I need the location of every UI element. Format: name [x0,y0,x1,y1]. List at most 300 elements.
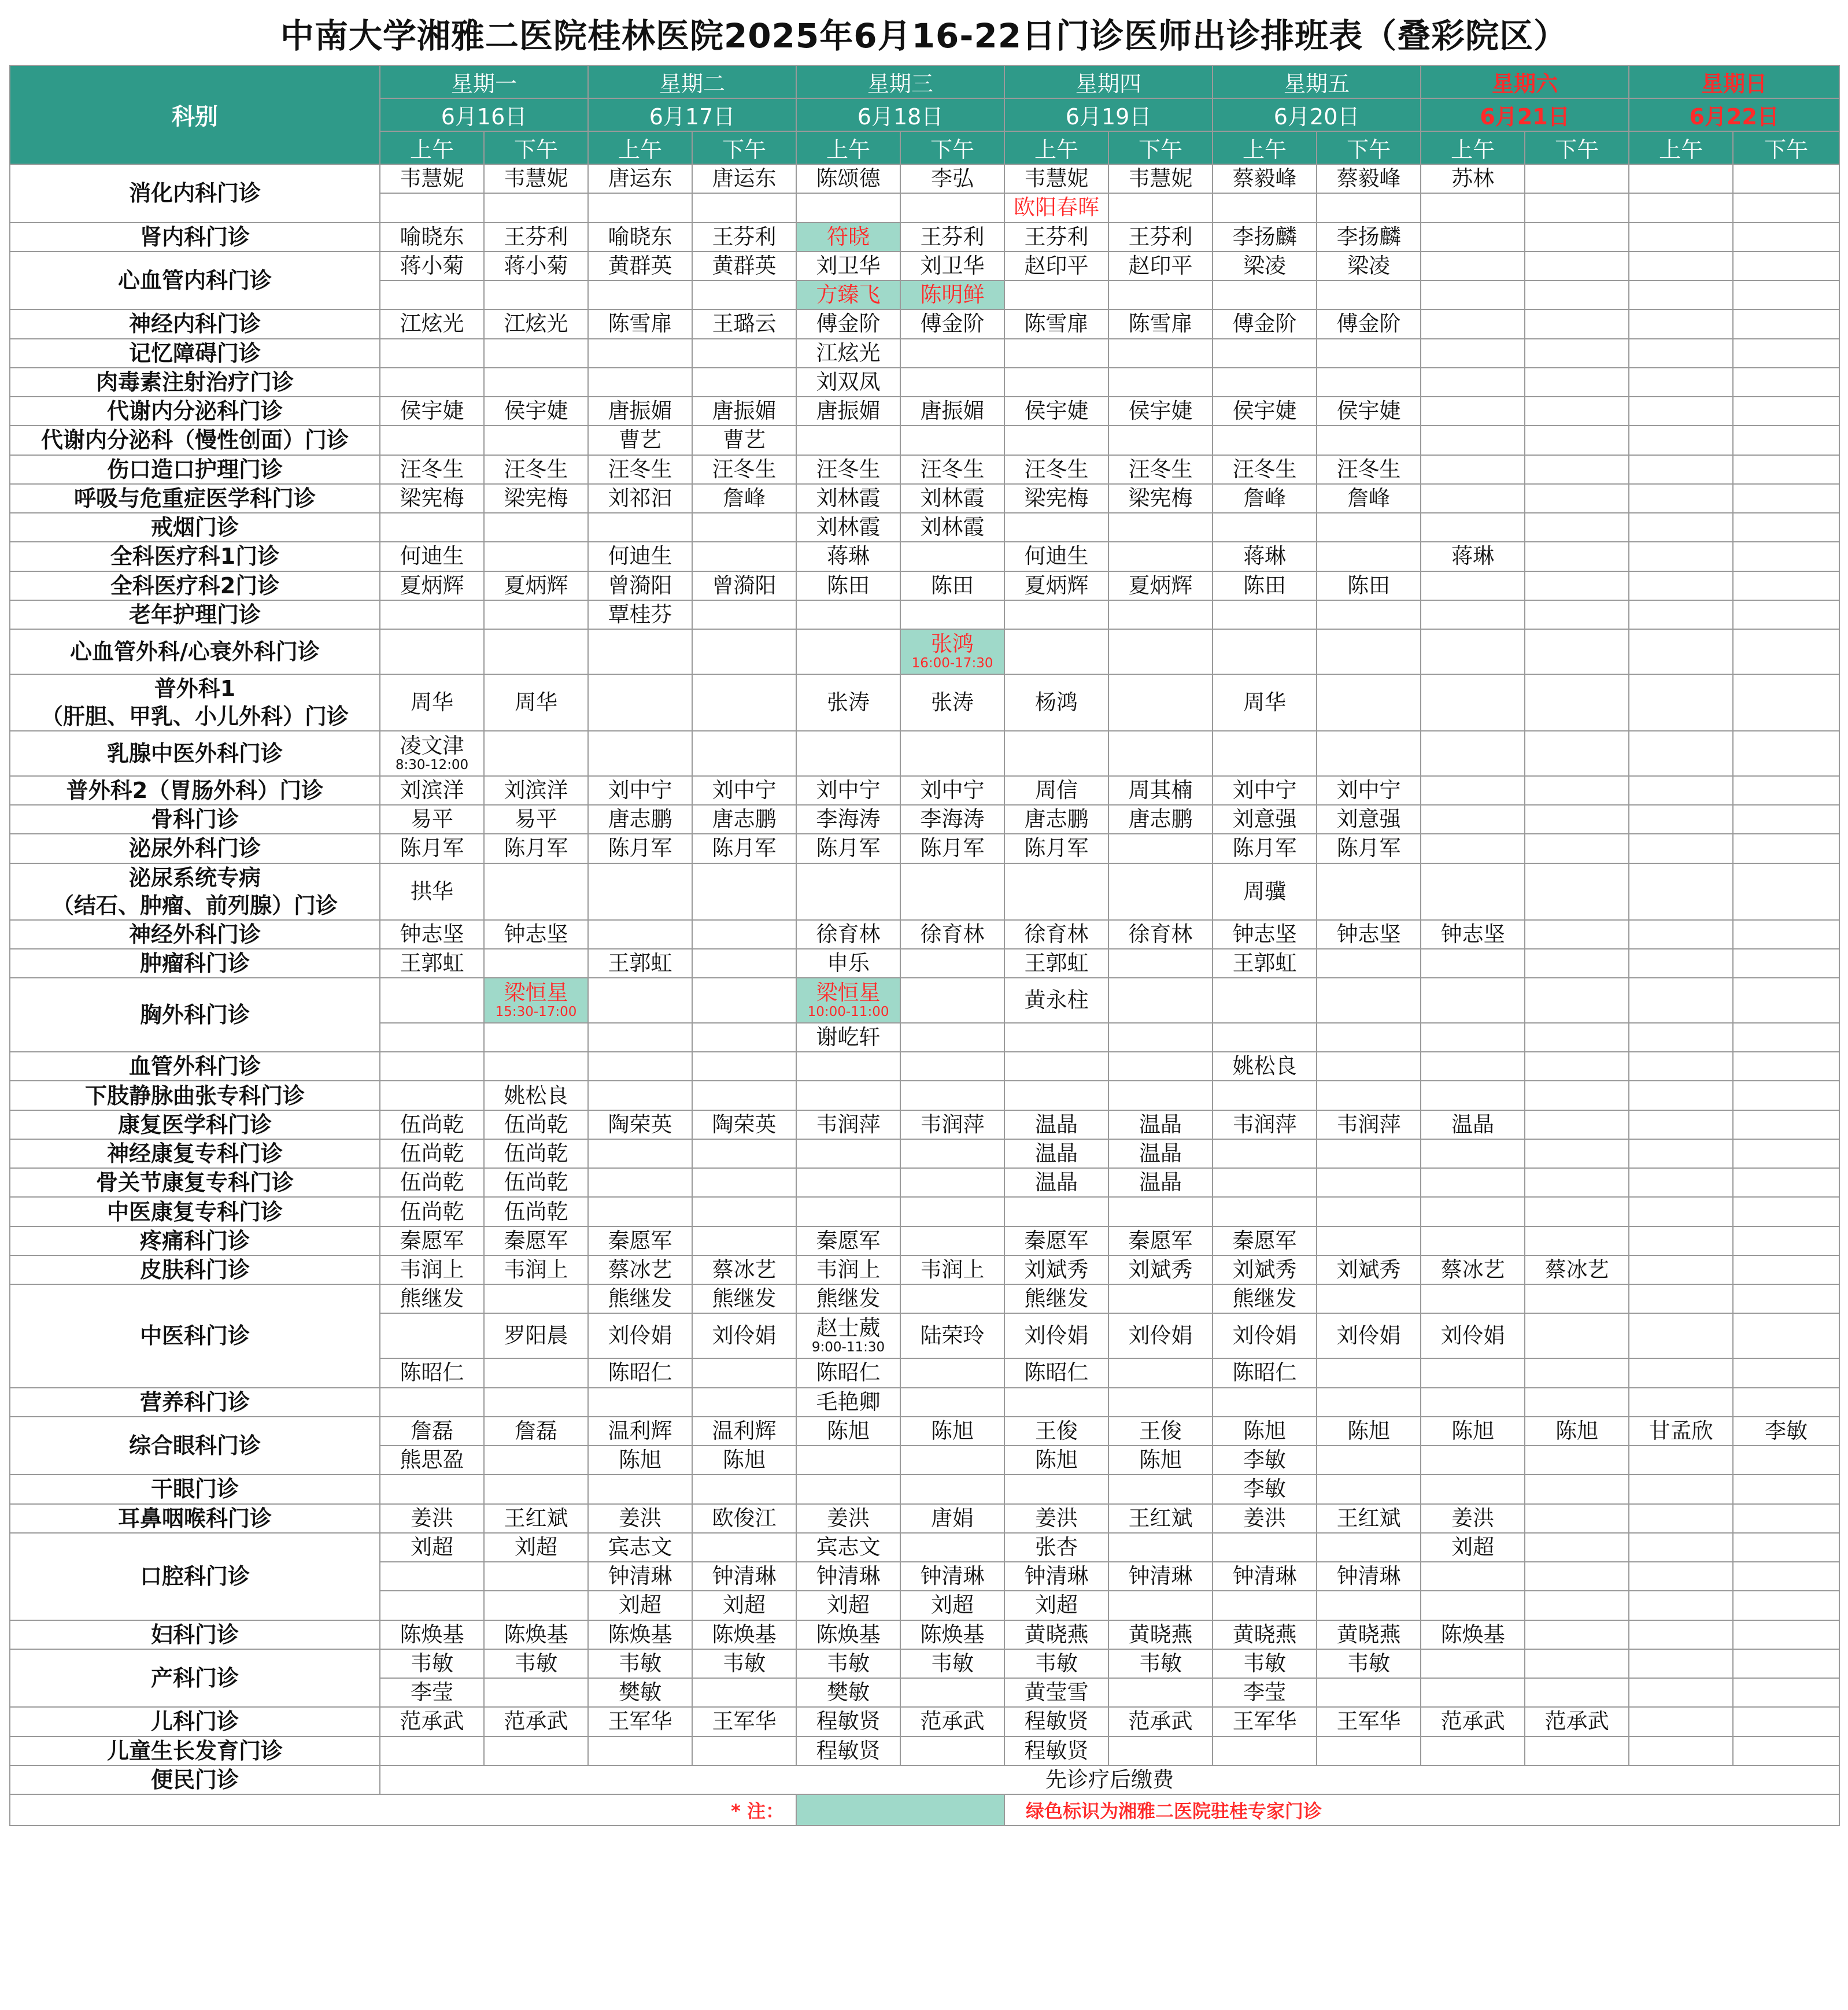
doctor-cell: 刘伶娟 [692,1313,796,1358]
page-title: 中南大学湘雅二医院桂林医院2025年6月16-22日门诊医师出诊排班表（叠彩院区） [280,16,1568,56]
doctor-cell [796,223,900,252]
doctor-cell [380,629,484,674]
doctor-cell: 陈焕基 [380,1620,484,1649]
doctor-cell [1213,1168,1317,1197]
doctor-cell: 徐育林 [1004,920,1108,949]
doctor-cell [484,731,588,776]
schedule-footer [10,1794,1839,1826]
doctor-cell: 温晶 [1004,1168,1108,1197]
department-name [10,368,380,397]
department-name [10,776,380,805]
doctor-cell [796,1168,900,1197]
department-name-line: 儿科门诊 [150,1709,239,1735]
doctor-cell [900,1139,1004,1168]
doctor-name: 凌文津 [400,733,464,758]
doctor-cell: 伍尚乾 [380,1197,484,1226]
doctor-cell: 陶荣英 [588,1110,692,1139]
doctor-cell [484,600,588,629]
doctor-cell: 范承武 [380,1707,484,1736]
doctor-cell [1525,1081,1629,1110]
doctor-cell: 王俊 [1108,1417,1213,1446]
doctor-cell [1733,978,1839,1023]
doctor-cell [1108,1052,1213,1081]
doctor-cell [1629,193,1733,222]
afternoon-header: 下午 [692,131,796,164]
doctor-cell [900,426,1004,455]
doctor-cell: 伍尚乾 [484,1168,588,1197]
doctor-cell: 韦敏 [1004,1649,1108,1678]
schedule-row [10,949,1839,978]
department-name [10,455,380,484]
department-name [10,674,380,731]
doctor-cell: 韦润上 [484,1255,588,1284]
morning-header: 上午 [796,131,900,164]
doctor-cell [484,1052,588,1081]
doctor-cell: 蔡冰艺 [1421,1255,1525,1284]
doctor-cell [1421,426,1525,455]
morning-header: 上午 [588,131,692,164]
doctor-cell [692,1358,796,1387]
doctor-cell [692,1226,796,1255]
department-name [10,1649,380,1708]
clinic-hours: 8:30-12:00 [395,757,469,773]
schedule-row [10,1475,1839,1503]
doctor-cell: 刘中宁 [588,776,692,805]
weekday-header: 星期二 [588,65,796,98]
doctor-cell: 熊继发 [380,1284,484,1313]
doctor-cell: 毛艳卿 [796,1388,900,1417]
doctor-cell [1629,1313,1733,1358]
doctor-cell: 王红斌 [1108,1504,1213,1533]
doctor-cell: 王军华 [692,1707,796,1736]
doctor-cell [1733,280,1839,309]
doctor-cell [1733,164,1839,193]
department-name [10,1226,380,1255]
doctor-cell [1525,1023,1629,1052]
schedule-header [10,65,1839,164]
afternoon-header: 下午 [1525,131,1629,164]
doctor-cell [1421,571,1525,600]
doctor-cell: 陈昭仁 [796,1358,900,1387]
doctor-name: 欧阳春晖 [1014,195,1100,220]
department-name-line: 心血管内科门诊 [117,268,272,293]
doctor-cell: 杨鸿 [1004,674,1108,731]
department-name [10,863,380,920]
doctor-cell: 宾志文 [796,1533,900,1562]
doctor-cell [1421,805,1525,834]
doctor-cell [1629,426,1733,455]
doctor-cell: 江炫光 [484,309,588,338]
doctor-cell [1421,1081,1525,1110]
doctor-cell [1108,339,1213,368]
doctor-cell [484,280,588,309]
doctor-cell [692,1197,796,1226]
doctor-cell [588,1052,692,1081]
doctor-cell [1733,368,1839,397]
doctor-cell [1421,1284,1525,1313]
doctor-cell: 梁凌 [1213,252,1317,280]
doctor-cell: 韦润萍 [1317,1110,1421,1139]
schedule-row [10,368,1839,397]
department-name-line: 妇科门诊 [150,1621,239,1647]
doctor-cell: 钟清琳 [900,1562,1004,1591]
doctor-cell [1629,1388,1733,1417]
doctor-cell: 汪冬生 [1004,455,1108,484]
doctor-cell [1733,920,1839,949]
doctor-cell [1525,978,1629,1023]
doctor-cell [900,193,1004,222]
doctor-cell: 曾漪阳 [588,571,692,600]
schedule-row [10,805,1839,834]
doctor-cell [1629,1446,1733,1475]
doctor-cell [1733,1475,1839,1503]
doctor-cell [1525,1533,1629,1562]
doctor-cell [1213,1388,1317,1417]
doctor-cell [1421,193,1525,222]
doctor-cell [484,1358,588,1387]
doctor-cell [1108,629,1213,674]
doctor-cell [900,368,1004,397]
doctor-cell: 王芬利 [692,223,796,252]
schedule-row [10,1052,1839,1081]
doctor-cell [1421,223,1525,252]
doctor-cell [900,600,1004,629]
doctor-cell: 蔡冰艺 [1525,1255,1629,1284]
doctor-cell: 韦敏 [796,1649,900,1678]
doctor-cell [1421,863,1525,920]
schedule-row [10,834,1839,863]
schedule-row [10,731,1839,776]
doctor-cell [1108,978,1213,1023]
doctor-cell: 周华 [484,674,588,731]
doctor-cell: 陈月军 [692,834,796,863]
doctor-cell: 王芬利 [1108,223,1213,252]
doctor-cell [1733,629,1839,674]
doctor-cell [1733,309,1839,338]
doctor-cell [1108,1197,1213,1226]
doctor-cell: 梁宪梅 [1108,484,1213,513]
doctor-cell: 梁宪梅 [484,484,588,513]
doctor-cell: 陈旭 [796,1417,900,1446]
doctor-cell [1629,1226,1733,1255]
department-name [10,571,380,600]
schedule-row [10,484,1839,513]
doctor-cell: 秦愿军 [484,1226,588,1255]
doctor-cell [1525,252,1629,280]
doctor-cell: 蒋琳 [796,542,900,571]
doctor-cell [380,513,484,542]
doctor-cell [1629,1620,1733,1649]
doctor-cell [796,629,900,674]
doctor-cell [1629,1591,1733,1620]
doctor-cell [1733,1707,1839,1736]
doctor-cell: 刘林霞 [900,484,1004,513]
doctor-cell: 刘中宁 [900,776,1004,805]
doctor-cell [1733,674,1839,731]
doctor-name: 梁恒星 [504,980,568,1005]
doctor-cell [1629,513,1733,542]
doctor-cell: 韦润上 [900,1255,1004,1284]
department-name-line: 普外科1 [154,675,236,701]
department-name [10,223,380,252]
morning-header: 上午 [1421,131,1525,164]
doctor-cell: 刘超 [1421,1533,1525,1562]
doctor-cell: 唐运东 [692,164,796,193]
doctor-cell [588,1197,692,1226]
doctor-cell [380,1081,484,1110]
doctor-cell [796,193,900,222]
doctor-cell [1629,863,1733,920]
doctor-cell: 陆荣玲 [900,1313,1004,1358]
doctor-cell [1733,1139,1839,1168]
doctor-cell [1629,805,1733,834]
doctor-cell [1108,1678,1213,1707]
doctor-cell: 李敏 [1733,1417,1839,1446]
morning-header: 上午 [380,131,484,164]
department-name-line: 干眼门诊 [150,1476,239,1502]
doctor-cell: 秦愿军 [588,1226,692,1255]
schedule-row [10,863,1839,920]
doctor-cell [900,1388,1004,1417]
schedule-row [10,978,1839,1023]
doctor-cell [692,1168,796,1197]
doctor-cell: 詹磊 [380,1417,484,1446]
doctor-cell [1108,834,1213,863]
date-header: 6月17日 [588,98,796,131]
doctor-cell: 唐娟 [900,1504,1004,1533]
doctor-cell [796,1446,900,1475]
doctor-cell [692,339,796,368]
doctor-cell [1629,629,1733,674]
doctor-cell [1629,600,1733,629]
doctor-cell [1108,1358,1213,1387]
doctor-cell [1733,513,1839,542]
doctor-cell [1525,309,1629,338]
doctor-cell [1108,1023,1213,1052]
schedule-row [10,1620,1839,1649]
doctor-cell [1525,1139,1629,1168]
doctor-cell [484,1023,588,1052]
doctor-cell [1421,978,1525,1023]
doctor-cell [692,1081,796,1110]
doctor-cell [692,1736,796,1765]
doctor-cell: 黄莹雪 [1004,1678,1108,1707]
doctor-cell: 王芬利 [900,223,1004,252]
doctor-cell: 陈焕基 [588,1620,692,1649]
doctor-cell: 温晶 [1004,1110,1108,1139]
schedule-note: 先诊疗后缴费 [380,1765,1839,1794]
doctor-cell [1421,834,1525,863]
doctor-cell [1525,1504,1629,1533]
doctor-cell [484,1388,588,1417]
department-name-line: 皮肤科门诊 [139,1257,250,1283]
schedule-row [10,1168,1839,1197]
doctor-cell [588,731,692,776]
doctor-cell [484,193,588,222]
doctor-cell [1733,1591,1839,1620]
doctor-cell [796,1052,900,1081]
department-name [10,1284,380,1387]
doctor-cell: 韦润萍 [796,1110,900,1139]
doctor-cell [1525,426,1629,455]
doctor-name: 符晓 [827,224,870,249]
doctor-cell [1421,280,1525,309]
doctor-cell [1733,834,1839,863]
clinic-hours: 15:30-17:00 [495,1004,577,1019]
schedule-row [10,1388,1839,1417]
doctor-cell: 陈焕基 [900,1620,1004,1649]
doctor-cell: 李扬麟 [1317,223,1421,252]
doctor-cell [796,1475,900,1503]
doctor-cell [1733,339,1839,368]
doctor-cell [1629,1475,1733,1503]
doctor-cell [588,368,692,397]
doctor-cell [1421,1678,1525,1707]
doctor-cell: 陈月军 [380,834,484,863]
doctor-cell [1421,629,1525,674]
doctor-cell: 钟志坚 [1421,920,1525,949]
doctor-cell [1421,368,1525,397]
doctor-cell: 秦愿军 [1004,1226,1108,1255]
doctor-cell: 程敏贤 [796,1736,900,1765]
doctor-cell: 刘卫华 [796,252,900,280]
doctor-cell [1733,1533,1839,1562]
doctor-cell [588,1081,692,1110]
doctor-cell: 傅金阶 [796,309,900,338]
department-name [10,629,380,674]
doctor-cell [1213,339,1317,368]
doctor-cell: 王郭虹 [1004,949,1108,978]
doctor-cell [1629,280,1733,309]
department-name [10,1255,380,1284]
schedule-row [10,1110,1839,1139]
doctor-cell [380,1388,484,1417]
doctor-cell [900,1023,1004,1052]
doctor-cell [1525,920,1629,949]
doctor-cell: 陈焕基 [484,1620,588,1649]
doctor-cell [484,426,588,455]
doctor-cell [1108,193,1213,222]
doctor-cell [1525,1562,1629,1591]
doctor-cell [796,978,900,1023]
doctor-cell [1629,571,1733,600]
expert-color-swatch [796,1794,1004,1826]
doctor-cell: 刘伶娟 [1317,1313,1421,1358]
doctor-cell [692,629,796,674]
doctor-cell [1733,1620,1839,1649]
doctor-cell: 温晶 [1108,1139,1213,1168]
doctor-cell [1421,513,1525,542]
doctor-cell [1108,1284,1213,1313]
schedule-row [10,455,1839,484]
doctor-cell [1629,920,1733,949]
doctor-cell: 申乐 [796,949,900,978]
doctor-cell: 樊敏 [796,1678,900,1707]
doctor-cell: 汪冬生 [796,455,900,484]
department-name [10,1475,380,1503]
department-name [10,484,380,513]
doctor-cell: 刘斌秀 [1317,1255,1421,1284]
doctor-cell [1525,1475,1629,1503]
doctor-cell: 钟清琳 [588,1562,692,1591]
doctor-cell: 喻晓东 [380,223,484,252]
doctor-cell [1733,1168,1839,1197]
doctor-cell [1317,513,1421,542]
doctor-cell [1004,1081,1108,1110]
doctor-cell [1629,1052,1733,1081]
department-name-line: 中医康复专科门诊 [106,1199,283,1225]
department-name [10,1417,380,1475]
doctor-cell: 刘超 [588,1591,692,1620]
doctor-cell [900,1284,1004,1313]
doctor-cell: 罗阳晨 [484,1313,588,1358]
doctor-cell [1317,1533,1421,1562]
doctor-cell: 陈月军 [484,834,588,863]
doctor-cell [1629,1707,1733,1736]
doctor-cell: 夏炳辉 [1108,571,1213,600]
doctor-cell: 覃桂芬 [588,600,692,629]
doctor-cell [1525,949,1629,978]
dept-column-header: 科别 [10,65,380,164]
doctor-cell [1525,834,1629,863]
doctor-cell: 姚松良 [484,1081,588,1110]
doctor-cell: 韦敏 [1317,1649,1421,1678]
doctor-cell [1421,1023,1525,1052]
doctor-cell [900,978,1004,1023]
doctor-cell [1629,1168,1733,1197]
doctor-cell [1525,1649,1629,1678]
doctor-cell: 刘滨洋 [484,776,588,805]
doctor-cell [692,1139,796,1168]
department-name-line: 血管外科门诊 [128,1054,261,1080]
doctor-cell [1733,1388,1839,1417]
doctor-cell [1421,600,1525,629]
doctor-cell [380,193,484,222]
doctor-cell: 陈旭 [588,1446,692,1475]
department-name [10,1052,380,1081]
doctor-cell: 陈旭 [692,1446,796,1475]
doctor-cell: 熊思盈 [380,1446,484,1475]
doctor-cell: 陈昭仁 [380,1358,484,1387]
doctor-cell: 刘林霞 [900,513,1004,542]
doctor-cell: 傅金阶 [1317,309,1421,338]
doctor-cell [1525,805,1629,834]
department-name-line: 耳鼻咽喉科门诊 [117,1505,272,1531]
doctor-cell [692,1678,796,1707]
doctor-cell: 陈月军 [588,834,692,863]
doctor-cell [1004,1475,1108,1503]
doctor-cell [692,1052,796,1081]
doctor-cell [1733,805,1839,834]
doctor-cell: 汪冬生 [1317,455,1421,484]
doctor-cell [1317,1023,1421,1052]
doctor-cell: 钟清琳 [1004,1562,1108,1591]
doctor-cell: 唐志鹏 [1004,805,1108,834]
doctor-cell [588,1168,692,1197]
doctor-cell: 梁宪梅 [380,484,484,513]
department-name-line: 代谢内分泌科（慢性创面）门诊 [40,427,349,453]
doctor-cell: 刘中宁 [796,776,900,805]
doctor-cell [484,542,588,571]
schedule-row [10,1533,1839,1562]
doctor-cell [796,280,900,309]
doctor-cell [1733,1678,1839,1707]
schedule-row [10,426,1839,455]
doctor-cell: 梁宪梅 [1004,484,1108,513]
department-name-line: 骨关节康复专科门诊 [95,1170,294,1196]
date-header: 6月18日 [796,98,1004,131]
doctor-name: 张鸿 [931,631,974,656]
